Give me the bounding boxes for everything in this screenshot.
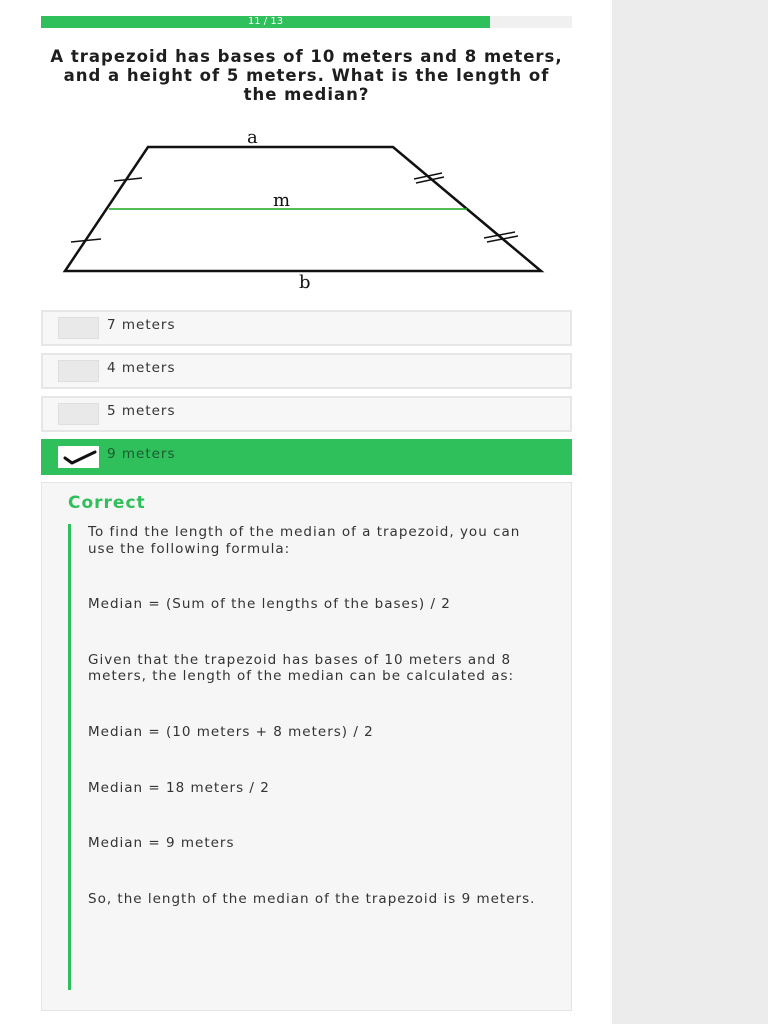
answer-checkbox[interactable]	[58, 403, 99, 425]
explanation-paragraph: So, the length of the median of the trapezoid is 9 meters.	[88, 890, 536, 907]
progress-bar	[41, 16, 572, 28]
answer-option-9-meters[interactable]	[41, 439, 572, 475]
answer-checkbox[interactable]	[58, 360, 99, 382]
check-icon	[62, 449, 98, 465]
explanation-paragraph: Median = (10 meters + 8 meters) / 2	[88, 723, 374, 740]
answer-label: 4 meters	[107, 360, 176, 376]
explanation-paragraph: Median = 9 meters	[88, 835, 235, 852]
answer-label: 7 meters	[107, 317, 176, 333]
explanation-paragraph: Given that the trapezoid has bases of 10 meters and 8 meters, the length of the median can be calculated as:	[88, 651, 515, 685]
trapezoid-figure	[41, 128, 572, 298]
explanation-paragraph: Median = (Sum of the lengths of the bases) / 2	[88, 596, 451, 613]
answer-option-5-meters[interactable]	[41, 396, 572, 432]
bottom-base-label: b	[299, 272, 311, 293]
answer-option-7-meters[interactable]	[41, 310, 572, 346]
question-text: A trapezoid has bases of 10 meters and 8 meters, and a height of 5 meters. What is the length of the median?	[50, 47, 563, 104]
quiz-panel	[41, 0, 572, 1024]
explanation-paragraph: To find the length of the median of a trapezoid, you can use the following formula:	[88, 524, 521, 557]
answer-checkbox[interactable]	[58, 446, 99, 468]
progress-label: 11 / 13	[247, 16, 284, 27]
explanation-paragraph: Median = 18 meters / 2	[88, 779, 270, 796]
answer-label: 9 meters	[107, 446, 176, 462]
right-gutter	[612, 0, 768, 1024]
median-label: m	[273, 190, 291, 211]
top-base-label: a	[247, 128, 258, 148]
answer-option-4-meters[interactable]	[41, 353, 572, 389]
feedback-status: Correct	[68, 493, 146, 513]
feedback-panel	[41, 482, 572, 1011]
explanation	[68, 524, 548, 990]
answer-checkbox[interactable]	[58, 317, 99, 339]
answer-label: 5 meters	[107, 403, 176, 419]
